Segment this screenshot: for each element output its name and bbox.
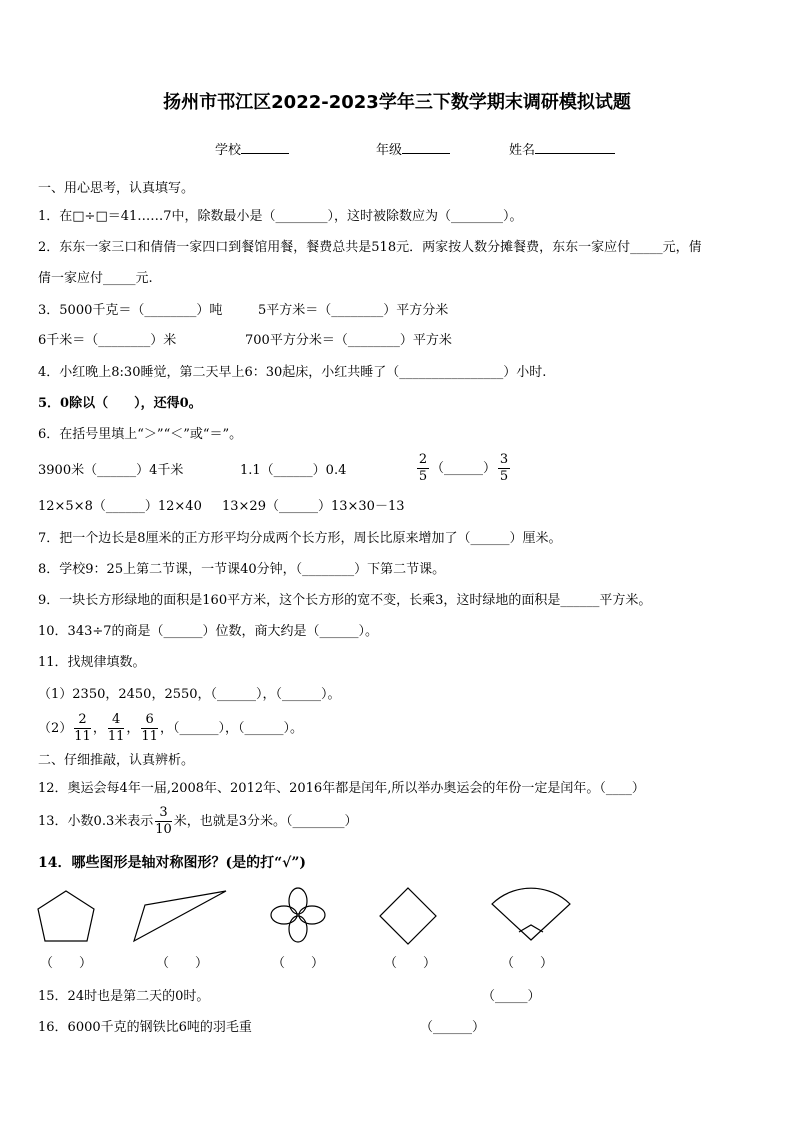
question-5: 5．0除以（ ），还得0。 bbox=[38, 396, 202, 411]
question-3a: 3．5000千克＝（________）吨 bbox=[38, 303, 223, 318]
question-8: 8．学校9：25上第二节课，一节课40分钟，（________）下第二节课。 bbox=[38, 562, 446, 577]
answer-paren-3[interactable]: （ ） bbox=[272, 956, 325, 971]
answer-paren-5[interactable]: （ ） bbox=[501, 956, 554, 971]
question-14: 14．哪些图形是轴对称图形？(是的打“√”) bbox=[38, 855, 307, 871]
question-3d: 700平方分米＝（________）平方米 bbox=[245, 333, 452, 348]
question-4: 4．小红晚上8:30睡觉，第二天早上6：30起床，小红共睡了（________________）小时. bbox=[38, 365, 547, 380]
section-1-heading: 一、用心思考，认真填写。 bbox=[38, 181, 195, 196]
four-leaf-shape bbox=[271, 888, 325, 942]
question-2-line-2: 倩一家应付_____元. bbox=[38, 271, 153, 286]
name-field bbox=[509, 141, 615, 159]
question-6a: 3900米（______）4千米 bbox=[38, 463, 184, 478]
fan-shape bbox=[492, 888, 570, 940]
question-2-line-1: 2．东东一家三口和倩倩一家四口到餐馆用餐，餐费总共是518元．两家按人数分摊餐费，东东一家应付_____元，倩 bbox=[38, 240, 702, 255]
question-9: 9．一块长方形绿地的面积是160平方米，这个长方形的宽不变，长乘3，这时绿地的面积是______平方米。 bbox=[38, 593, 652, 608]
triangle-shape bbox=[134, 891, 226, 941]
page-title: 扬州市邗江区2022-2023学年三下数学期末调研模拟试题 bbox=[163, 92, 631, 113]
fraction-3-10: $\frac{3}{10}$ bbox=[155, 805, 172, 837]
question-3c: 6千米＝（________）米 bbox=[38, 333, 177, 348]
question-12: 12．奥运会每4年一届,2008年、2012年、2016年都是闰年,所以举办奥运会的年份一定是闰年。（____） bbox=[38, 781, 645, 796]
fraction-2-5: $\frac{2}{5}$ bbox=[418, 452, 428, 484]
question-15: 15．24时也是第二天的0时。 bbox=[38, 989, 210, 1004]
question-15-answer[interactable]: （_____） bbox=[482, 989, 541, 1004]
fraction-4-11: $\frac{4}{11}$ bbox=[107, 712, 125, 744]
school-field bbox=[215, 141, 289, 159]
answer-paren-4[interactable]: （ ） bbox=[384, 956, 437, 971]
answer-paren-1[interactable]: （ ） bbox=[40, 956, 93, 971]
shapes-figure bbox=[30, 885, 750, 950]
name-label: 姓名 bbox=[509, 143, 536, 158]
question-1: 1．在□÷□＝41……7中，除数最小是（________），这时被除数应为（________）。 bbox=[38, 209, 523, 224]
grade-blank[interactable] bbox=[402, 141, 450, 154]
question-6: 6．在括号里填上“＞”“＜”或“＝”。 bbox=[38, 427, 243, 442]
fraction-6-11: $\frac{6}{11}$ bbox=[141, 712, 158, 744]
fraction-3-5: $\frac{3}{5}$ bbox=[499, 452, 509, 484]
question-10: 10．343÷7的商是（______）位数，商大约是（______）。 bbox=[38, 624, 379, 639]
question-11: 11．找规律填数。 bbox=[38, 655, 146, 670]
question-13: 13．小数0.3米表示 $\frac{3}{10}$ 米，也就是3分米。（________） bbox=[38, 805, 358, 837]
question-6e: 13×29（______）13×30－13 bbox=[222, 499, 405, 514]
question-16: 16．6000千克的钢铁比6吨的羽毛重 bbox=[38, 1020, 252, 1035]
diamond-shape bbox=[380, 888, 436, 944]
question-16-answer[interactable]: （______） bbox=[420, 1020, 486, 1035]
question-6c-blank: （______） bbox=[431, 460, 497, 476]
fraction-2-11: $\frac{2}{11}$ bbox=[74, 712, 91, 744]
school-label: 学校 bbox=[215, 143, 242, 158]
question-6d: 12×5×8（______）12×40 bbox=[38, 499, 202, 514]
question-6c bbox=[415, 452, 512, 485]
section-2-heading: 二、仔细推敲，认真辨析。 bbox=[38, 753, 195, 768]
question-11-2: （2） $\frac{2}{11}$ ， $\frac{4}{11}$ ， $\frac{6}{11}$ ，（______），（______）。 bbox=[38, 712, 303, 744]
grade-field bbox=[376, 141, 450, 159]
question-11-1: （1）2350，2450，2550，（______），（______）。 bbox=[38, 687, 341, 702]
school-blank[interactable] bbox=[241, 141, 289, 154]
answer-paren-2[interactable]: （ ） bbox=[156, 956, 209, 971]
question-6b: 1.1（______）0.4 bbox=[240, 463, 347, 478]
pentagon-shape bbox=[38, 891, 94, 941]
name-blank[interactable] bbox=[535, 141, 615, 154]
question-7: 7．把一个边长是8厘米的正方形平均分成两个长方形，周长比原来增加了（______）厘米。 bbox=[38, 531, 562, 546]
question-3b: 5平方米＝（________）平方分米 bbox=[258, 303, 449, 318]
grade-label: 年级 bbox=[376, 143, 403, 158]
